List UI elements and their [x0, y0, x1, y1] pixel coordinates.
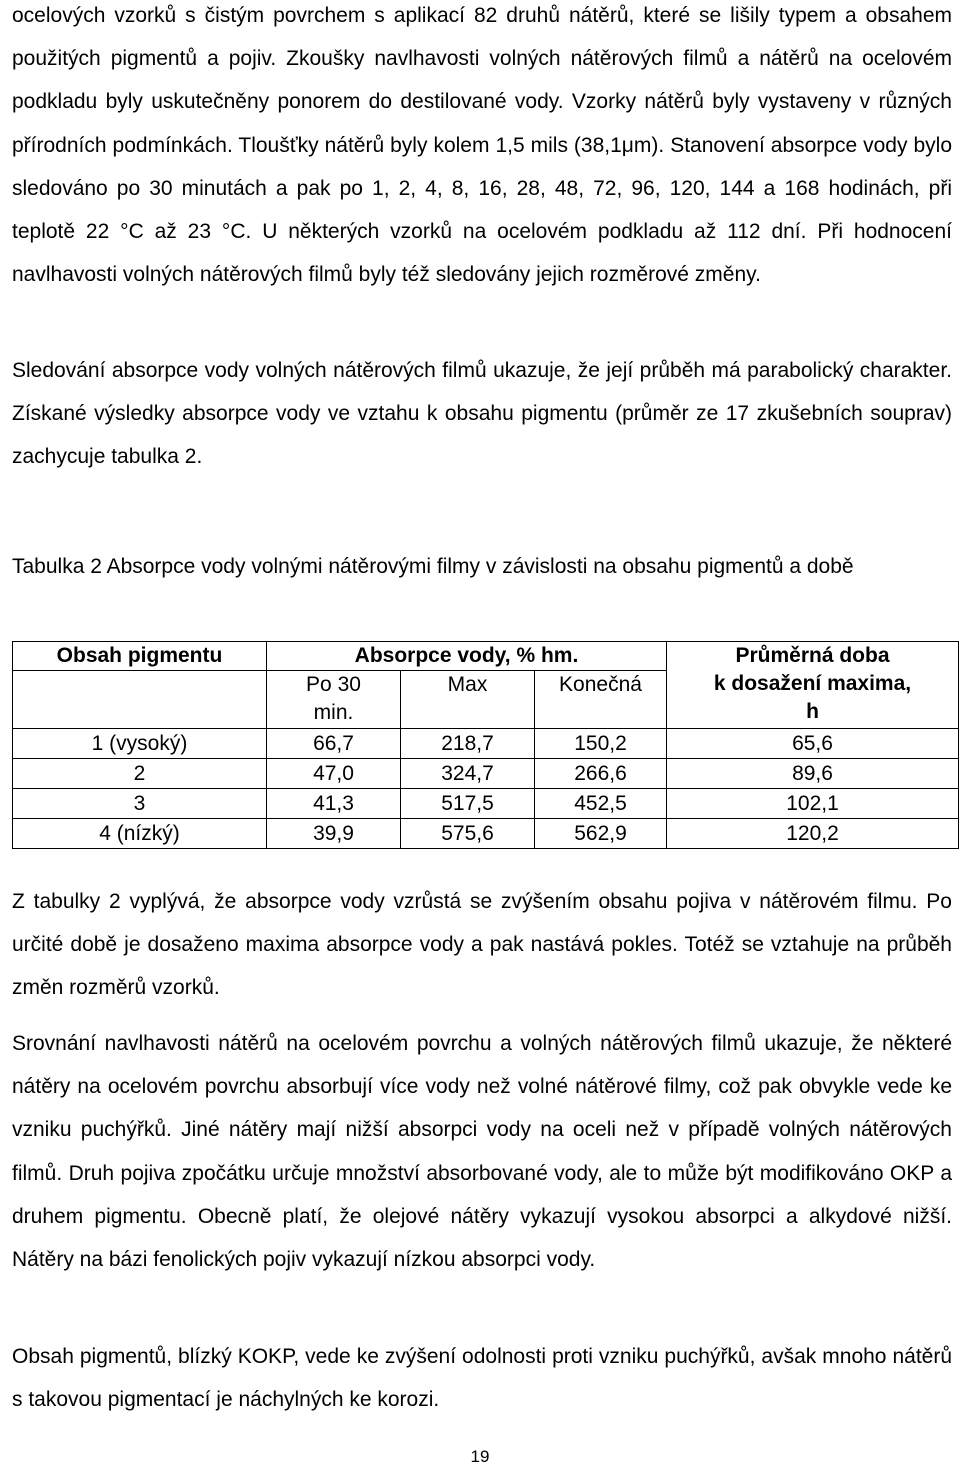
- cell-max: 218,7: [401, 729, 535, 759]
- cell-pigment: 2: [13, 759, 267, 789]
- cell-max: 517,5: [401, 789, 535, 819]
- header-avg-time-line3: h: [806, 700, 819, 723]
- header-avg-time: [667, 642, 959, 729]
- cell-final: 452,5: [535, 789, 667, 819]
- cell-pigment: 1 (vysoký): [13, 729, 267, 759]
- cell-after30: 47,0: [267, 759, 401, 789]
- intro-paragraph: ocelových vzorků s čistým povrchem s aplikací 82 druhů nátěrů, které se lišily typem a obsahem použitých pigmentů a pojiv. Zkoušky navlhavosti volných nátěrových filmů a nátěrů na ocelovém podkladu byly uskutečněny ponorem do destilované vody. Vzorky nátěrů byly vystaveny v různých přírodních podmínkách. Tloušťky nátěrů byly kolem 1,5 mils (38,1μm). Stanovení absorpce vody bylo sledováno po 30 minutách a pak po 1, 2, 4, 8, 16, 28, 48, 72, 96, 120, 144 a 168 hodinách, při teplotě 22 °C až 23 °C. U některých vzorků na ocelovém podkladu až 112 dní. Při hodnocení navlhavosti volných nátěrových filmů byly též sledovány jejich rozměrové změny.: [12, 4, 952, 287]
- header-pigment-spacer: [13, 671, 267, 729]
- cell-after30: 39,9: [267, 819, 401, 849]
- cell-final: 562,9: [535, 819, 667, 849]
- cell-final: 266,6: [535, 759, 667, 789]
- header-after30: [267, 671, 401, 729]
- cell-final: 150,2: [535, 729, 667, 759]
- cell-max: 324,7: [401, 759, 535, 789]
- conclusion-paragraph: Z tabulky 2 vyplývá, že absorpce vody vzrůstá se zvýšením obsahu pojiva v nátěrovém filmu. Po určité době je dosaženo maxima absorpce vody a pak nastává pokles. Totéž se vztahuje na průběh změn rozměrů vzorků.: [12, 890, 952, 1000]
- cell-avg: 65,6: [667, 729, 959, 759]
- page-number: 19: [470, 1447, 490, 1466]
- header-after30-line1: Po 30: [306, 673, 361, 696]
- cell-pigment: 3: [13, 789, 267, 819]
- header-absorption: Absorpce vody, % hm.: [267, 642, 667, 671]
- header-pigment: Obsah pigmentu: [13, 642, 267, 671]
- cell-after30: 66,7: [267, 729, 401, 759]
- pigment-paragraph: Obsah pigmentů, blízký KOKP, vede ke zvýšení odolnosti proti vzniku puchýřků, avšak mnoho nátěrů s takovou pigmentací je náchylných ke korozi.: [12, 1345, 952, 1412]
- absorption-table: [12, 641, 959, 849]
- cell-avg: 89,6: [667, 759, 959, 789]
- cell-max: 575,6: [401, 819, 535, 849]
- comparison-paragraph: Srovnání navlhavosti nátěrů na ocelovém povrchu a volných nátěrových filmů ukazuje, že některé nátěry na ocelovém povrchu absorbují více vody než volné nátěrové filmy, což pak obvykle vede ke vzniku puchýřků. Jiné nátěry mají nižší absorpci vody na oceli než v případě volných nátěrových filmů. Druh pojiva zpočátku určuje množství absorbované vody, ale to může být modifikováno OKP a druhem pigmentu. Obecně platí, že olejové nátěry vykazují vysokou absorpci a alkydové nižší. Nátěry na bázi fenolických pojiv vykazují nízkou absorpci vody.: [12, 1032, 952, 1272]
- cell-after30: 41,3: [267, 789, 401, 819]
- table-row: [13, 819, 959, 849]
- header-avg-time-line1: Průměrná doba: [735, 644, 890, 667]
- header-avg-time-line2: k dosažení maxima,: [713, 672, 912, 695]
- header-after30-line2: min.: [313, 701, 354, 724]
- header-final: Konečná: [535, 671, 667, 729]
- table-row: [13, 759, 959, 789]
- cell-pigment: 4 (nízký): [13, 819, 267, 849]
- header-max: Max: [401, 671, 535, 729]
- results-paragraph: Sledování absorpce vody volných nátěrových filmů ukazuje, že její průběh má parabolický charakter. Získané výsledky absorpce vody ve vztahu k obsahu pigmentu (průměr ze 17 zkušebních souprav) zachycuje tabulka 2.: [12, 359, 952, 469]
- cell-avg: 102,1: [667, 789, 959, 819]
- table-row: [13, 789, 959, 819]
- cell-avg: 120,2: [667, 819, 959, 849]
- table-row: [13, 729, 959, 759]
- table-caption: Tabulka 2 Absorpce vody volnými nátěrovými filmy v závislosti na obsahu pigmentů a době: [12, 555, 854, 578]
